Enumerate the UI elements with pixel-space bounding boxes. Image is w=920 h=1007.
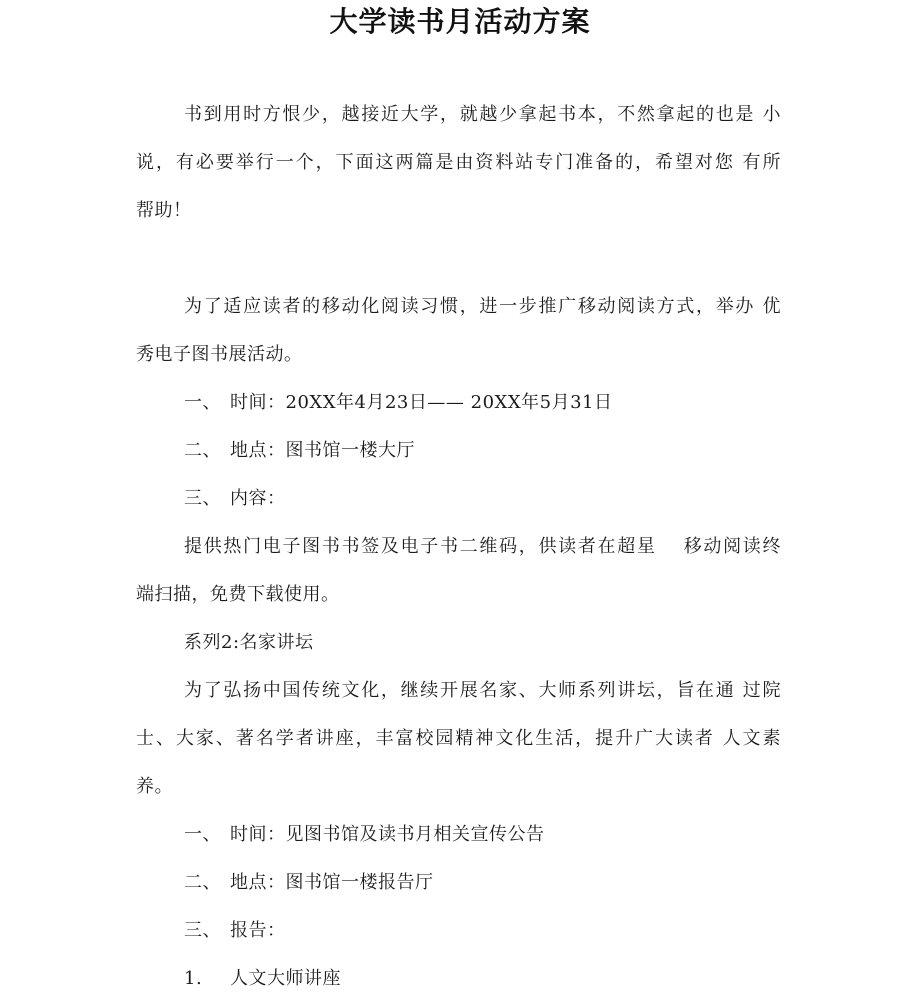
series1-content-line-2: 端扫描，免费下载使用。 <box>136 584 340 605</box>
series1-desc-line-2: 秀电子图书展活动。 <box>136 344 303 365</box>
intro-line-3: 帮助！ <box>136 200 192 221</box>
series1-content-ordinal: 三、 <box>184 488 221 509</box>
series2-desc-line-1: 为了弘扬中国传统文化，继续开展名家、大师系列讲坛，旨在通 过院 <box>184 680 781 701</box>
series1-time <box>184 390 781 416</box>
series2-heading: 系列2:名家讲坛 <box>184 632 314 653</box>
series2-desc-line-3: 养。 <box>136 776 173 797</box>
intro-line-1: 书到用时方恨少，越接近大学，就越少拿起书本，不然拿起的也是 小 <box>184 104 781 125</box>
series2-desc-line-2: 士、大家、著名学者讲座，丰富校园精神文化生活，提升广大读者 人文素 <box>136 728 781 749</box>
series2-place-ordinal: 二、 <box>184 872 221 893</box>
series2-place-text: 地点：图书馆一楼报告厅 <box>230 872 434 893</box>
series2-report-ordinal: 三、 <box>184 920 221 941</box>
series2-report <box>184 918 781 944</box>
series1-place <box>184 438 781 464</box>
series1-place-ordinal: 二、 <box>184 440 221 461</box>
series1-content-text: 内容： <box>230 488 286 509</box>
intro-line-2: 说，有必要举行一个，下面这两篇是由资料站专门准备的，希望对您 有所 <box>136 152 781 173</box>
series1-time-ordinal: 一、 <box>184 392 221 413</box>
series1-desc-line-1: 为了适应读者的移动化阅读习惯，进一步推广移动阅读方式，举办 优 <box>184 296 781 317</box>
series2-time <box>184 822 781 848</box>
series2-item-1-ordinal: 1. <box>184 968 203 989</box>
series1-content-line-1: 提供热门电子图书书签及电子书二维码，供读者在超星 移动阅读终 <box>184 536 781 557</box>
series1-content <box>184 486 781 512</box>
series2-place <box>184 870 781 896</box>
series1-place-text: 地点：图书馆一楼大厅 <box>230 440 415 461</box>
series1-time-text: 时间：20XX年4月23日—— 20XX年5月31日 <box>230 392 613 413</box>
document-title: 大学读书月活动方案 <box>329 5 591 38</box>
series2-time-text: 时间：见图书馆及读书月相关宣传公告 <box>230 824 545 845</box>
series2-time-ordinal: 一、 <box>184 824 221 845</box>
series2-report-text: 报告： <box>230 920 286 941</box>
series2-item-1-text: 人文大师讲座 <box>230 968 341 989</box>
series2-item-1 <box>184 966 781 992</box>
